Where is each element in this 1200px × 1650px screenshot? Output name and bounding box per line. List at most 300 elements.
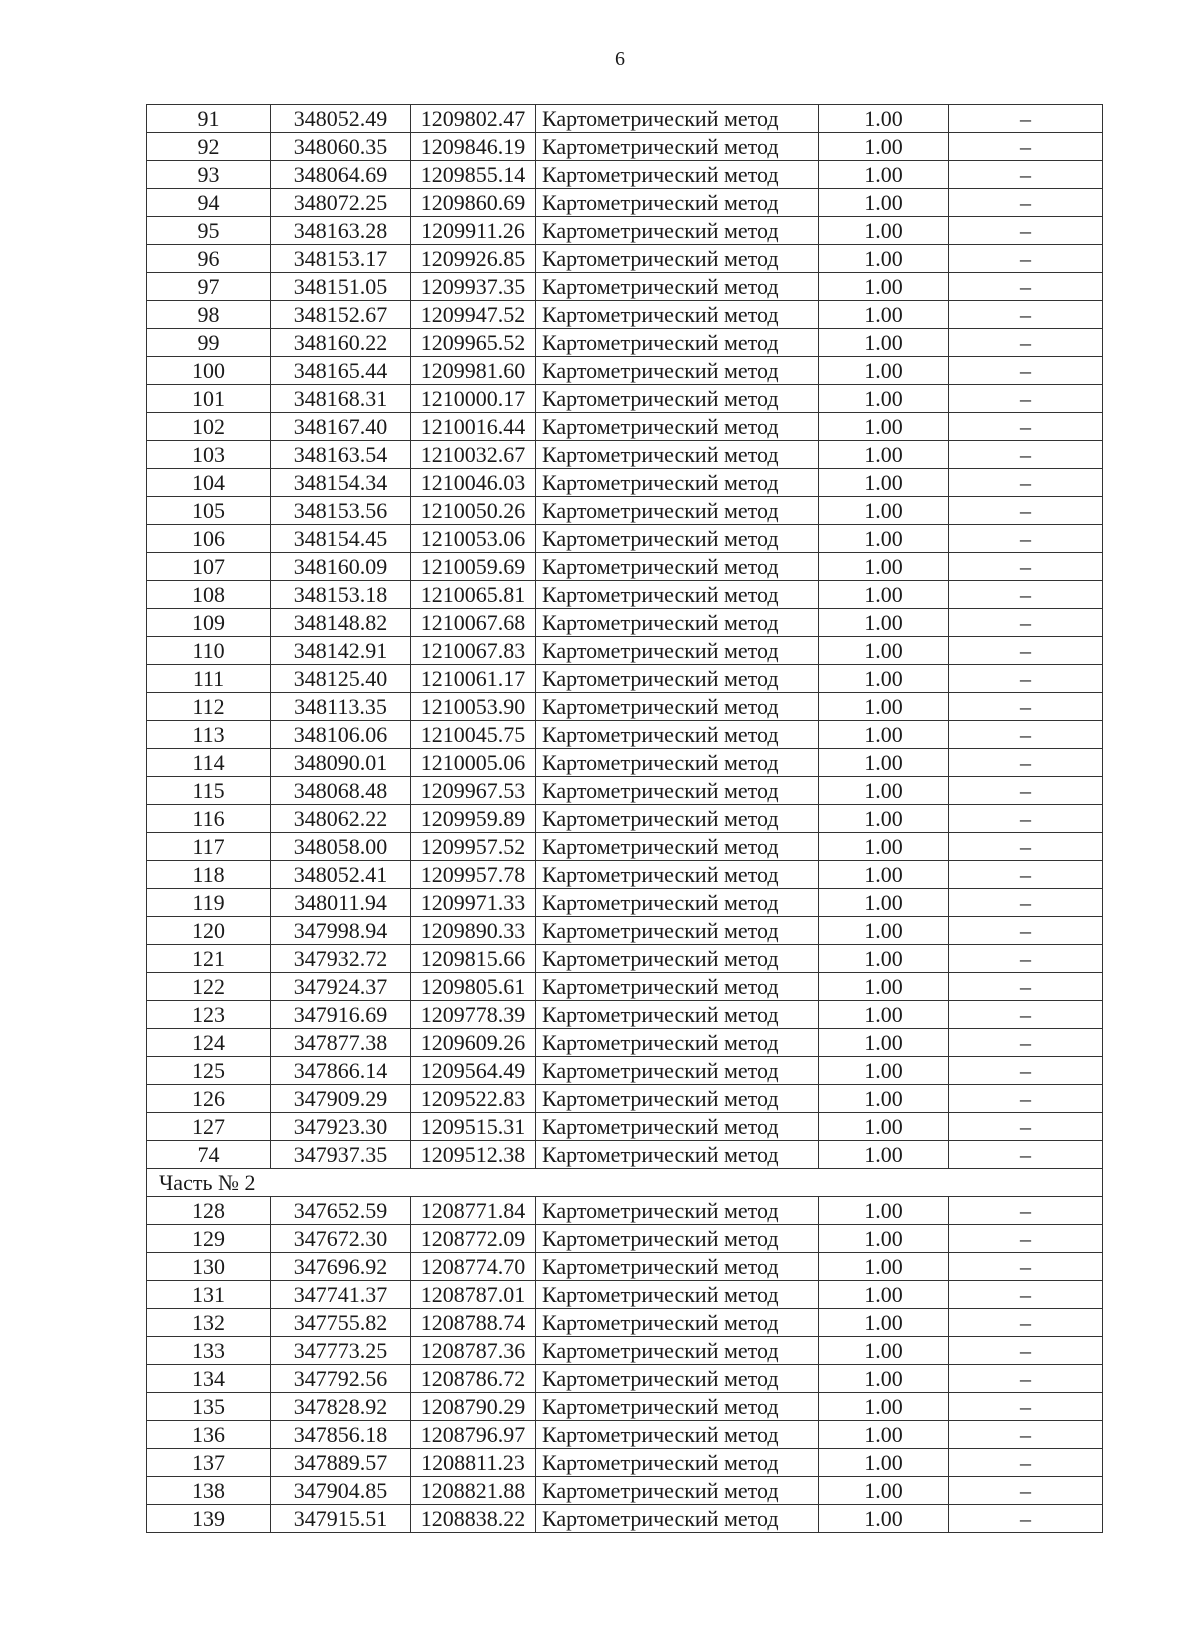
method-cell: Картометрический метод (536, 553, 819, 581)
accuracy-cell: 1.00 (819, 861, 949, 889)
y-coordinate-cell: 1209855.14 (411, 161, 536, 189)
method-cell: Картометрический метод (536, 1141, 819, 1169)
y-coordinate-cell: 1209778.39 (411, 1001, 536, 1029)
accuracy-cell: 1.00 (819, 441, 949, 469)
method-cell: Картометрический метод (536, 973, 819, 1001)
description-cell: – (949, 637, 1103, 665)
point-number-cell: 132 (147, 1309, 271, 1337)
table-row (147, 189, 1103, 217)
description-cell: – (949, 357, 1103, 385)
point-number-cell: 97 (147, 273, 271, 301)
x-coordinate-cell: 348148.82 (271, 609, 411, 637)
table-row (147, 469, 1103, 497)
point-number-cell: 74 (147, 1141, 271, 1169)
accuracy-cell: 1.00 (819, 777, 949, 805)
point-number-cell: 93 (147, 161, 271, 189)
accuracy-cell: 1.00 (819, 1085, 949, 1113)
accuracy-cell: 1.00 (819, 917, 949, 945)
coordinates-table (146, 104, 1103, 1533)
point-number-cell: 119 (147, 889, 271, 917)
y-coordinate-cell: 1209815.66 (411, 945, 536, 973)
y-coordinate-cell: 1208787.01 (411, 1281, 536, 1309)
description-cell: – (949, 385, 1103, 413)
x-coordinate-cell: 347828.92 (271, 1393, 411, 1421)
x-coordinate-cell: 347877.38 (271, 1029, 411, 1057)
point-number-cell: 106 (147, 525, 271, 553)
y-coordinate-cell: 1208821.88 (411, 1477, 536, 1505)
x-coordinate-cell: 348167.40 (271, 413, 411, 441)
table-row (147, 1029, 1103, 1057)
table-row (147, 1253, 1103, 1281)
point-number-cell: 114 (147, 749, 271, 777)
point-number-cell: 100 (147, 357, 271, 385)
y-coordinate-cell: 1208771.84 (411, 1197, 536, 1225)
point-number-cell: 105 (147, 497, 271, 525)
y-coordinate-cell: 1208838.22 (411, 1505, 536, 1533)
method-cell: Картометрический метод (536, 665, 819, 693)
point-number-cell: 109 (147, 609, 271, 637)
x-coordinate-cell: 348052.49 (271, 105, 411, 133)
description-cell: – (949, 1421, 1103, 1449)
table-row (147, 1001, 1103, 1029)
point-number-cell: 125 (147, 1057, 271, 1085)
description-cell: – (949, 665, 1103, 693)
table-row (147, 525, 1103, 553)
x-coordinate-cell: 348153.56 (271, 497, 411, 525)
table-row (147, 693, 1103, 721)
point-number-cell: 99 (147, 329, 271, 357)
point-number-cell: 116 (147, 805, 271, 833)
point-number-cell: 129 (147, 1225, 271, 1253)
point-number-cell: 118 (147, 861, 271, 889)
y-coordinate-cell: 1208774.70 (411, 1253, 536, 1281)
y-coordinate-cell: 1210050.26 (411, 497, 536, 525)
description-cell: – (949, 889, 1103, 917)
y-coordinate-cell: 1209515.31 (411, 1113, 536, 1141)
description-cell: – (949, 1001, 1103, 1029)
description-cell: – (949, 805, 1103, 833)
y-coordinate-cell: 1208788.74 (411, 1309, 536, 1337)
y-coordinate-cell: 1210000.17 (411, 385, 536, 413)
y-coordinate-cell: 1210067.68 (411, 609, 536, 637)
description-cell: – (949, 469, 1103, 497)
accuracy-cell: 1.00 (819, 385, 949, 413)
table-row (147, 777, 1103, 805)
accuracy-cell: 1.00 (819, 553, 949, 581)
method-cell: Картометрический метод (536, 1309, 819, 1337)
accuracy-cell: 1.00 (819, 805, 949, 833)
x-coordinate-cell: 348153.17 (271, 245, 411, 273)
x-coordinate-cell: 347696.92 (271, 1253, 411, 1281)
method-cell: Картометрический метод (536, 161, 819, 189)
method-cell: Картометрический метод (536, 581, 819, 609)
y-coordinate-cell: 1210032.67 (411, 441, 536, 469)
x-coordinate-cell: 348068.48 (271, 777, 411, 805)
method-cell: Картометрический метод (536, 777, 819, 805)
method-cell: Картометрический метод (536, 945, 819, 973)
table-row (147, 1085, 1103, 1113)
y-coordinate-cell: 1209981.60 (411, 357, 536, 385)
y-coordinate-cell: 1210045.75 (411, 721, 536, 749)
y-coordinate-cell: 1209971.33 (411, 889, 536, 917)
table-row (147, 553, 1103, 581)
x-coordinate-cell: 348165.44 (271, 357, 411, 385)
y-coordinate-cell: 1209802.47 (411, 105, 536, 133)
method-cell: Картометрический метод (536, 1477, 819, 1505)
method-cell: Картометрический метод (536, 1057, 819, 1085)
accuracy-cell: 1.00 (819, 301, 949, 329)
accuracy-cell: 1.00 (819, 749, 949, 777)
x-coordinate-cell: 348151.05 (271, 273, 411, 301)
x-coordinate-cell: 348113.35 (271, 693, 411, 721)
description-cell: – (949, 161, 1103, 189)
table-row (147, 161, 1103, 189)
accuracy-cell: 1.00 (819, 1253, 949, 1281)
point-number-cell: 126 (147, 1085, 271, 1113)
accuracy-cell: 1.00 (819, 1449, 949, 1477)
x-coordinate-cell: 348011.94 (271, 889, 411, 917)
x-coordinate-cell: 348060.35 (271, 133, 411, 161)
y-coordinate-cell: 1209564.49 (411, 1057, 536, 1085)
x-coordinate-cell: 348153.18 (271, 581, 411, 609)
point-number-cell: 103 (147, 441, 271, 469)
x-coordinate-cell: 348052.41 (271, 861, 411, 889)
y-coordinate-cell: 1210053.90 (411, 693, 536, 721)
description-cell: – (949, 777, 1103, 805)
x-coordinate-cell: 348072.25 (271, 189, 411, 217)
x-coordinate-cell: 348142.91 (271, 637, 411, 665)
x-coordinate-cell: 347672.30 (271, 1225, 411, 1253)
accuracy-cell: 1.00 (819, 189, 949, 217)
method-cell: Картометрический метод (536, 861, 819, 889)
x-coordinate-cell: 348160.22 (271, 329, 411, 357)
point-number-cell: 131 (147, 1281, 271, 1309)
accuracy-cell: 1.00 (819, 469, 949, 497)
point-number-cell: 111 (147, 665, 271, 693)
accuracy-cell: 1.00 (819, 1393, 949, 1421)
method-cell: Картометрический метод (536, 385, 819, 413)
method-cell: Картометрический метод (536, 917, 819, 945)
table-row (147, 721, 1103, 749)
method-cell: Картометрический метод (536, 1085, 819, 1113)
point-number-cell: 117 (147, 833, 271, 861)
point-number-cell: 98 (147, 301, 271, 329)
point-number-cell: 134 (147, 1365, 271, 1393)
method-cell: Картометрический метод (536, 1365, 819, 1393)
method-cell: Картометрический метод (536, 217, 819, 245)
page-number: 6 (615, 48, 625, 70)
table-row (147, 1057, 1103, 1085)
x-coordinate-cell: 348154.34 (271, 469, 411, 497)
method-cell: Картометрический метод (536, 1393, 819, 1421)
description-cell: – (949, 749, 1103, 777)
point-number-cell: 120 (147, 917, 271, 945)
method-cell: Картометрический метод (536, 1029, 819, 1057)
point-number-cell: 101 (147, 385, 271, 413)
table-row (147, 749, 1103, 777)
point-number-cell: 95 (147, 217, 271, 245)
table-row (147, 1141, 1103, 1169)
description-cell: – (949, 861, 1103, 889)
accuracy-cell: 1.00 (819, 105, 949, 133)
y-coordinate-cell: 1210046.03 (411, 469, 536, 497)
description-cell: – (949, 1477, 1103, 1505)
table-row (147, 329, 1103, 357)
method-cell: Картометрический метод (536, 1253, 819, 1281)
accuracy-cell: 1.00 (819, 525, 949, 553)
accuracy-cell: 1.00 (819, 1057, 949, 1085)
accuracy-cell: 1.00 (819, 665, 949, 693)
accuracy-cell: 1.00 (819, 581, 949, 609)
table-row (147, 833, 1103, 861)
point-number-cell: 104 (147, 469, 271, 497)
description-cell: – (949, 413, 1103, 441)
point-number-cell: 137 (147, 1449, 271, 1477)
description-cell: – (949, 609, 1103, 637)
x-coordinate-cell: 347932.72 (271, 945, 411, 973)
method-cell: Картометрический метод (536, 889, 819, 917)
point-number-cell: 107 (147, 553, 271, 581)
point-number-cell: 123 (147, 1001, 271, 1029)
accuracy-cell: 1.00 (819, 161, 949, 189)
description-cell: – (949, 1337, 1103, 1365)
method-cell: Картометрический метод (536, 469, 819, 497)
point-number-cell: 133 (147, 1337, 271, 1365)
accuracy-cell: 1.00 (819, 693, 949, 721)
description-cell: – (949, 1449, 1103, 1477)
x-coordinate-cell: 347998.94 (271, 917, 411, 945)
description-cell: – (949, 1085, 1103, 1113)
x-coordinate-cell: 347773.25 (271, 1337, 411, 1365)
y-coordinate-cell: 1209965.52 (411, 329, 536, 357)
point-number-cell: 92 (147, 133, 271, 161)
x-coordinate-cell: 347937.35 (271, 1141, 411, 1169)
accuracy-cell: 1.00 (819, 245, 949, 273)
method-cell: Картометрический метод (536, 189, 819, 217)
description-cell: – (949, 1309, 1103, 1337)
method-cell: Картометрический метод (536, 1421, 819, 1449)
y-coordinate-cell: 1209512.38 (411, 1141, 536, 1169)
accuracy-cell: 1.00 (819, 1225, 949, 1253)
description-cell: – (949, 1365, 1103, 1393)
description-cell: – (949, 273, 1103, 301)
y-coordinate-cell: 1208786.72 (411, 1365, 536, 1393)
point-number-cell: 112 (147, 693, 271, 721)
description-cell: – (949, 917, 1103, 945)
table-row (147, 1449, 1103, 1477)
table-row (147, 1281, 1103, 1309)
description-cell: – (949, 1505, 1103, 1533)
method-cell: Картометрический метод (536, 441, 819, 469)
table-row (147, 301, 1103, 329)
accuracy-cell: 1.00 (819, 833, 949, 861)
y-coordinate-cell: 1209967.53 (411, 777, 536, 805)
description-cell: – (949, 553, 1103, 581)
x-coordinate-cell: 348154.45 (271, 525, 411, 553)
description-cell: – (949, 1225, 1103, 1253)
x-coordinate-cell: 348058.00 (271, 833, 411, 861)
accuracy-cell: 1.00 (819, 1337, 949, 1365)
table-row (147, 105, 1103, 133)
point-number-cell: 108 (147, 581, 271, 609)
point-number-cell: 113 (147, 721, 271, 749)
table-row (147, 805, 1103, 833)
accuracy-cell: 1.00 (819, 497, 949, 525)
accuracy-cell: 1.00 (819, 889, 949, 917)
point-number-cell: 130 (147, 1253, 271, 1281)
table-row (147, 1421, 1103, 1449)
description-cell: – (949, 833, 1103, 861)
x-coordinate-cell: 347652.59 (271, 1197, 411, 1225)
x-coordinate-cell: 348168.31 (271, 385, 411, 413)
point-number-cell: 136 (147, 1421, 271, 1449)
table-row (147, 1225, 1103, 1253)
y-coordinate-cell: 1209860.69 (411, 189, 536, 217)
section-row (147, 1169, 1103, 1197)
y-coordinate-cell: 1209926.85 (411, 245, 536, 273)
x-coordinate-cell: 348163.54 (271, 441, 411, 469)
description-cell: – (949, 1253, 1103, 1281)
description-cell: – (949, 1197, 1103, 1225)
y-coordinate-cell: 1209937.35 (411, 273, 536, 301)
y-coordinate-cell: 1208811.23 (411, 1449, 536, 1477)
method-cell: Картометрический метод (536, 1281, 819, 1309)
description-cell: – (949, 581, 1103, 609)
y-coordinate-cell: 1209957.52 (411, 833, 536, 861)
description-cell: – (949, 245, 1103, 273)
table-row (147, 973, 1103, 1001)
point-number-cell: 115 (147, 777, 271, 805)
x-coordinate-cell: 348125.40 (271, 665, 411, 693)
table-row (147, 245, 1103, 273)
point-number-cell: 135 (147, 1393, 271, 1421)
point-number-cell: 91 (147, 105, 271, 133)
description-cell: – (949, 1141, 1103, 1169)
x-coordinate-cell: 348062.22 (271, 805, 411, 833)
description-cell: – (949, 133, 1103, 161)
table-row (147, 1309, 1103, 1337)
y-coordinate-cell: 1210005.06 (411, 749, 536, 777)
description-cell: – (949, 329, 1103, 357)
method-cell: Картометрический метод (536, 497, 819, 525)
method-cell: Картометрический метод (536, 1505, 819, 1533)
x-coordinate-cell: 347916.69 (271, 1001, 411, 1029)
y-coordinate-cell: 1209609.26 (411, 1029, 536, 1057)
y-coordinate-cell: 1210016.44 (411, 413, 536, 441)
point-number-cell: 110 (147, 637, 271, 665)
method-cell: Картометрический метод (536, 637, 819, 665)
table-row (147, 945, 1103, 973)
y-coordinate-cell: 1209959.89 (411, 805, 536, 833)
accuracy-cell: 1.00 (819, 637, 949, 665)
y-coordinate-cell: 1210065.81 (411, 581, 536, 609)
method-cell: Картометрический метод (536, 805, 819, 833)
description-cell: – (949, 189, 1103, 217)
method-cell: Картометрический метод (536, 1449, 819, 1477)
accuracy-cell: 1.00 (819, 217, 949, 245)
accuracy-cell: 1.00 (819, 1197, 949, 1225)
description-cell: – (949, 301, 1103, 329)
x-coordinate-cell: 348090.01 (271, 749, 411, 777)
section-label: Часть № 2 (147, 1169, 1103, 1197)
table-row (147, 1477, 1103, 1505)
table-row (147, 1505, 1103, 1533)
method-cell: Картометрический метод (536, 273, 819, 301)
accuracy-cell: 1.00 (819, 357, 949, 385)
table-row (147, 357, 1103, 385)
y-coordinate-cell: 1209911.26 (411, 217, 536, 245)
table-row (147, 581, 1103, 609)
method-cell: Картометрический метод (536, 1113, 819, 1141)
table-row (147, 637, 1103, 665)
method-cell: Картометрический метод (536, 1197, 819, 1225)
point-number-cell: 124 (147, 1029, 271, 1057)
table-row (147, 609, 1103, 637)
y-coordinate-cell: 1208790.29 (411, 1393, 536, 1421)
table-row (147, 413, 1103, 441)
method-cell: Картометрический метод (536, 329, 819, 357)
method-cell: Картометрический метод (536, 301, 819, 329)
x-coordinate-cell: 347755.82 (271, 1309, 411, 1337)
accuracy-cell: 1.00 (819, 945, 949, 973)
table-row (147, 1197, 1103, 1225)
accuracy-cell: 1.00 (819, 1281, 949, 1309)
accuracy-cell: 1.00 (819, 609, 949, 637)
y-coordinate-cell: 1210059.69 (411, 553, 536, 581)
accuracy-cell: 1.00 (819, 273, 949, 301)
accuracy-cell: 1.00 (819, 1029, 949, 1057)
x-coordinate-cell: 348064.69 (271, 161, 411, 189)
point-number-cell: 121 (147, 945, 271, 973)
x-coordinate-cell: 347924.37 (271, 973, 411, 1001)
table-row (147, 273, 1103, 301)
y-coordinate-cell: 1209522.83 (411, 1085, 536, 1113)
y-coordinate-cell: 1209846.19 (411, 133, 536, 161)
method-cell: Картометрический метод (536, 1001, 819, 1029)
accuracy-cell: 1.00 (819, 1365, 949, 1393)
accuracy-cell: 1.00 (819, 1309, 949, 1337)
method-cell: Картометрический метод (536, 105, 819, 133)
table-row (147, 1337, 1103, 1365)
description-cell: – (949, 693, 1103, 721)
table-row (147, 385, 1103, 413)
description-cell: – (949, 441, 1103, 469)
description-cell: – (949, 525, 1103, 553)
method-cell: Картометрический метод (536, 525, 819, 553)
table-row (147, 441, 1103, 469)
x-coordinate-cell: 347866.14 (271, 1057, 411, 1085)
x-coordinate-cell: 347792.56 (271, 1365, 411, 1393)
accuracy-cell: 1.00 (819, 413, 949, 441)
method-cell: Картометрический метод (536, 413, 819, 441)
y-coordinate-cell: 1210061.17 (411, 665, 536, 693)
description-cell: – (949, 497, 1103, 525)
table-row (147, 665, 1103, 693)
x-coordinate-cell: 347856.18 (271, 1421, 411, 1449)
point-number-cell: 122 (147, 973, 271, 1001)
table-row (147, 917, 1103, 945)
y-coordinate-cell: 1208772.09 (411, 1225, 536, 1253)
x-coordinate-cell: 347915.51 (271, 1505, 411, 1533)
y-coordinate-cell: 1209947.52 (411, 301, 536, 329)
point-number-cell: 128 (147, 1197, 271, 1225)
y-coordinate-cell: 1210067.83 (411, 637, 536, 665)
table-row (147, 497, 1103, 525)
accuracy-cell: 1.00 (819, 721, 949, 749)
y-coordinate-cell: 1209890.33 (411, 917, 536, 945)
method-cell: Картометрический метод (536, 245, 819, 273)
y-coordinate-cell: 1208787.36 (411, 1337, 536, 1365)
